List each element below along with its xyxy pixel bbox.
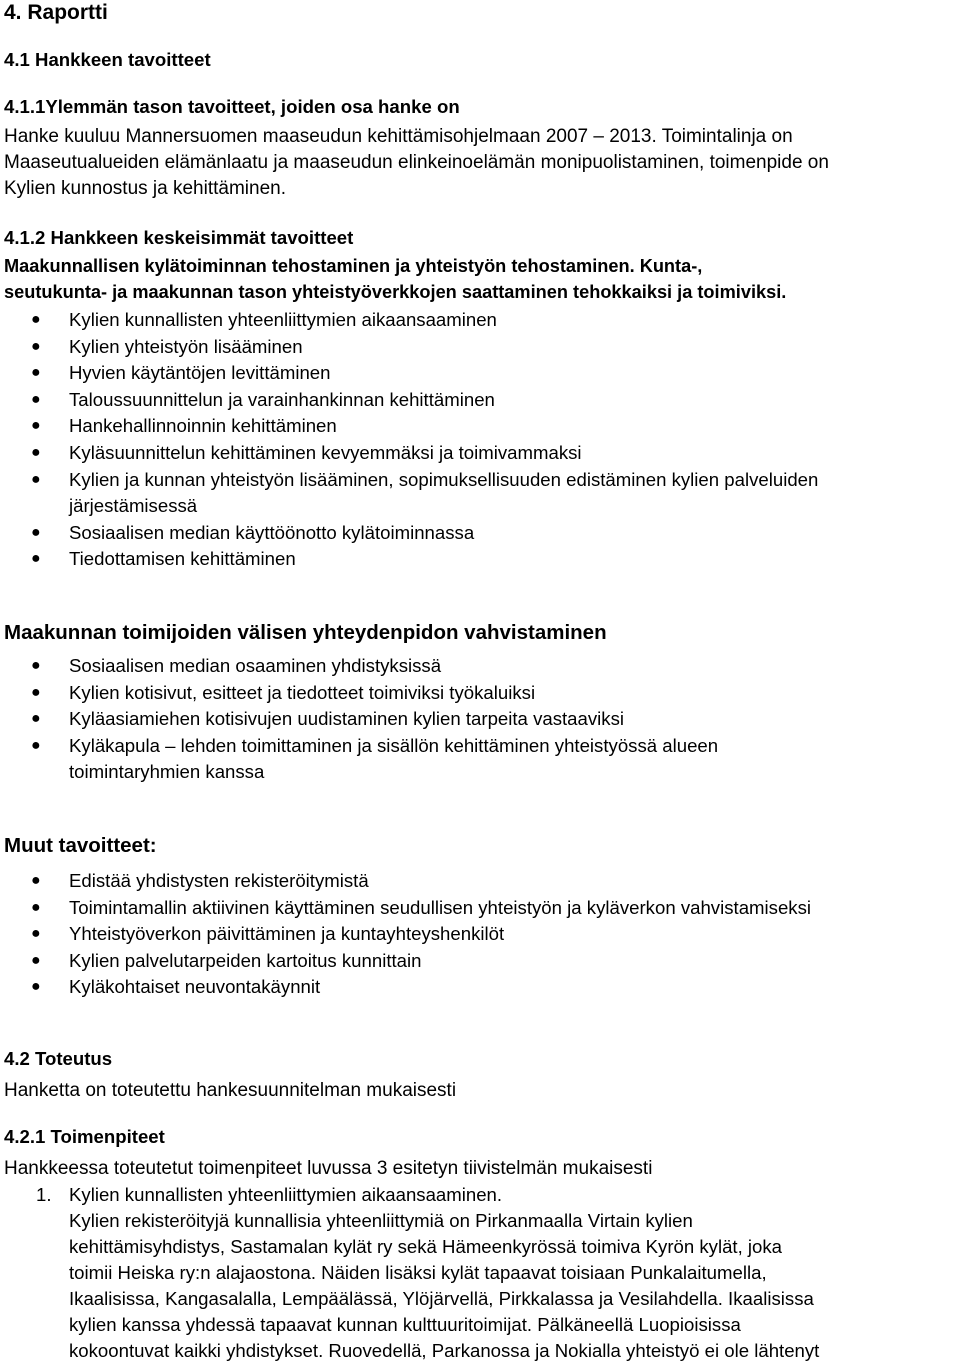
heading-maakunnan-toimijoiden: Maakunnan toimijoiden välisen yhteydenpidon vahvistaminen bbox=[4, 621, 607, 644]
numbered-item-line: kehittämisyhdistys, Sastamalan kylät ry sekä Hämeenkyrössä toimiva Kyrön kylät, joka bbox=[69, 1236, 783, 1257]
list-item-text: Hyvien käytäntöjen levittäminen bbox=[69, 362, 331, 384]
bullet-icon: ● bbox=[31, 898, 41, 916]
paragraph-toteutus: Hanketta on toteutettu hankesuunnitelman mukaisesti bbox=[4, 1080, 457, 1101]
bullet-icon: ● bbox=[31, 925, 41, 943]
numbered-item-line: kokoontuvat kaikki yhdistykset. Ruovedellä, Parkanossa ja Nokialla yhteistyö ei ole lähtenyt bbox=[69, 1340, 820, 1361]
list-item bbox=[4, 440, 818, 467]
list-item bbox=[4, 546, 818, 573]
bullet-icon: ● bbox=[31, 683, 41, 701]
numbered-list bbox=[4, 1182, 819, 1364]
list-item bbox=[4, 387, 818, 414]
bullet-icon: ● bbox=[31, 736, 41, 754]
list-item bbox=[4, 413, 818, 440]
bullet-icon: ● bbox=[31, 872, 41, 889]
list-item bbox=[4, 653, 718, 680]
list-item-text-continued: toimintaryhmien kanssa bbox=[69, 761, 265, 783]
bullet-icon: ● bbox=[31, 657, 41, 674]
bullet-icon: ● bbox=[31, 550, 41, 568]
heading-hankkeen-tavoitteet: 4.1 Hankkeen tavoitteet bbox=[4, 49, 211, 70]
bold-intro bbox=[4, 253, 786, 305]
paragraph-line: Hanke kuuluu Mannersuomen maaseudun kehittämisohjelmaan 2007 – 2013. Toimintalinja on bbox=[4, 126, 793, 147]
list-item-text: Kylien ja kunnan yhteistyön lisääminen, sopimuksellisuuden edistäminen kylien palveluiden bbox=[69, 468, 819, 490]
list-item bbox=[4, 868, 811, 895]
heading-ylemman-tason: 4.1.1Ylemmän tason tavoitteet, joiden osa hanke on bbox=[4, 96, 460, 117]
heading-toimenpiteet: 4.2.1 Toimenpiteet bbox=[4, 1126, 165, 1147]
list-item bbox=[4, 948, 811, 975]
numbered-item-line: Ikaalisissa, Kangasalalla, Lempäälässä, Ylöjärvellä, Pirkkalassa ja Vesilahdella. Ikaalisissa bbox=[69, 1288, 814, 1309]
list-item-text: Kyläkapula – lehden toimittaminen ja sisällön kehittäminen yhteistyössä alueen bbox=[69, 734, 719, 756]
list-item-text: Kyläkohtaiset neuvontakäynnit bbox=[69, 976, 321, 998]
bold-intro-line: Maakunnallisen kylätoiminnan tehostaminen ja yhteistyön tehostaminen. Kunta-, bbox=[4, 256, 703, 276]
bullet-icon: ● bbox=[31, 710, 41, 728]
goal-list-1 bbox=[4, 307, 818, 573]
list-item bbox=[4, 360, 818, 387]
bullet-icon: ● bbox=[31, 390, 41, 408]
list-item-text: Kylien kotisivut, esitteet ja tiedotteet toimiviksi työkaluiksi bbox=[69, 681, 536, 703]
paragraph-ohjelma bbox=[4, 124, 829, 202]
heading-raportti: 4. Raportti bbox=[4, 1, 108, 24]
bullet-icon: ● bbox=[31, 443, 41, 461]
list-item-text: Hankehallinnoinnin kehittäminen bbox=[69, 415, 337, 437]
list-item-text: Kylien kunnallisten yhteenliittymien aikaansaaminen bbox=[69, 309, 497, 330]
heading-toteutus: 4.2 Toteutus bbox=[4, 1048, 113, 1069]
list-item bbox=[4, 467, 818, 520]
paragraph-toimenpiteet: Hankkeessa toteutetut toimenpiteet luvussa 3 esitetyn tiivistelmän mukaisesti bbox=[4, 1158, 653, 1179]
numbered-item-title: Kylien kunnallisten yhteenliittymien aikaansaaminen. bbox=[69, 1184, 503, 1205]
list-item bbox=[4, 706, 718, 733]
list-item bbox=[4, 733, 718, 786]
goal-list-3 bbox=[4, 868, 811, 1001]
list-item bbox=[4, 974, 811, 1001]
list-item bbox=[4, 895, 811, 922]
paragraph-line: Kylien kunnostus ja kehittäminen. bbox=[4, 178, 286, 199]
list-item-text: Kyläsuunnittelun kehittäminen kevyemmäksi ja toimivammaksi bbox=[69, 441, 582, 463]
heading-keskeisimmat: 4.1.2 Hankkeen keskeisimmät tavoitteet bbox=[4, 227, 354, 248]
bullet-icon: ● bbox=[31, 311, 41, 328]
bold-intro-line: seutukunta- ja maakunnan tason yhteistyöverkkojen saattaminen tehokkaiksi ja toimiviksi. bbox=[4, 282, 787, 302]
numbered-item-line: toimii Heiska ry:n alajaostona. Näiden lisäksi kylät tapaavat toisiaan Punkalaitumella, bbox=[69, 1262, 767, 1283]
list-item bbox=[4, 520, 818, 547]
list-item-text: Sosiaalisen median käyttöönotto kylätoiminnassa bbox=[69, 521, 475, 543]
list-item-text: Kyläasiamiehen kotisivujen uudistaminen kylien tarpeita vastaaviksi bbox=[69, 708, 624, 730]
bullet-icon: ● bbox=[31, 417, 41, 435]
list-item-text: Sosiaalisen median osaaminen yhdistyksissä bbox=[69, 655, 442, 676]
list-item bbox=[4, 307, 818, 334]
list-item-text-continued: järjestämisessä bbox=[69, 495, 198, 517]
list-item bbox=[4, 921, 811, 948]
numbered-item-line: Kylien rekisteröityjä kunnallisia yhteenliittymiä on Pirkanmaalla Virtain kylien bbox=[69, 1210, 693, 1231]
list-item-text: Kylien yhteistyön lisääminen bbox=[69, 335, 303, 357]
bullet-icon: ● bbox=[31, 364, 41, 382]
list-item-text: Edistää yhdistysten rekisteröitymistä bbox=[69, 870, 369, 891]
list-number: 1. bbox=[36, 1184, 52, 1205]
paragraph-line: Maaseutualueiden elämänlaatu ja maaseudun elinkeinoelämän monipuolistaminen, toimenpide on bbox=[4, 152, 829, 173]
list-item-text: Taloussuunnittelun ja varainhankinnan kehittäminen bbox=[69, 388, 495, 410]
bullet-icon: ● bbox=[31, 337, 41, 355]
bullet-icon: ● bbox=[31, 978, 41, 996]
goal-list-2 bbox=[4, 653, 718, 786]
numbered-item-line: kylien kanssa yhdessä tapaavat kunnan kulttuuritoimijat. Pälkäneellä Luopioisissa bbox=[69, 1314, 741, 1335]
list-item bbox=[4, 334, 818, 361]
bullet-icon: ● bbox=[31, 951, 41, 969]
list-item-text: Kylien palvelutarpeiden kartoitus kunnittain bbox=[69, 949, 422, 971]
list-item-text: Tiedottamisen kehittäminen bbox=[69, 548, 296, 570]
list-item-text: Yhteistyöverkon päivittäminen ja kuntayhteyshenkilöt bbox=[69, 923, 505, 945]
heading-muut-tavoitteet: Muut tavoitteet: bbox=[4, 834, 157, 857]
bullet-icon: ● bbox=[31, 470, 41, 488]
list-item-text: Toimintamallin aktiivinen käyttäminen seudullisen yhteistyön ja kyläverkon vahvistamiseksi bbox=[69, 896, 812, 918]
list-item bbox=[4, 680, 718, 707]
bullet-icon: ● bbox=[31, 523, 41, 541]
